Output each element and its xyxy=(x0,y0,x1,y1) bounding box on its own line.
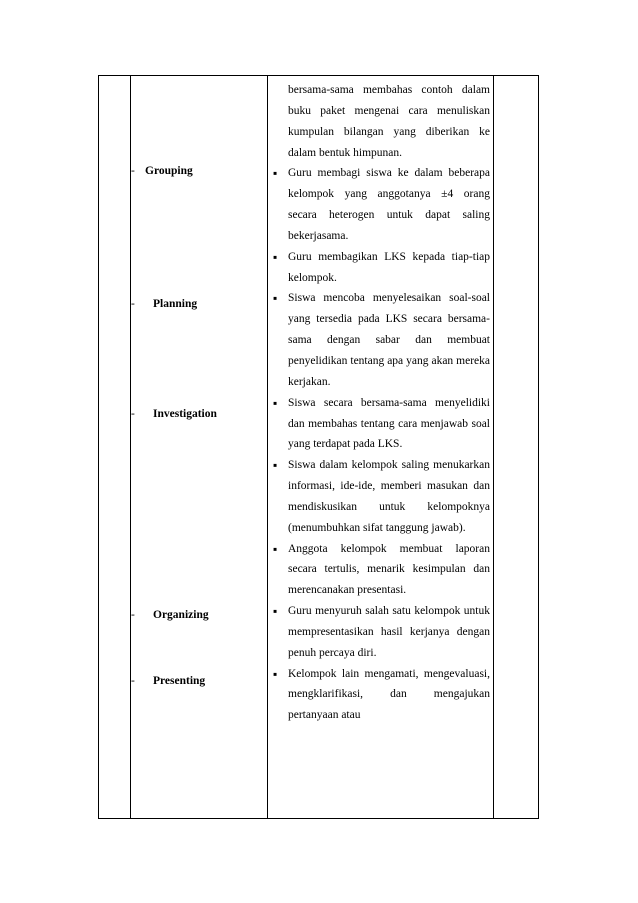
activity-item: ▪ Kelompok lain mengamati, mengevaluasi, mengklarifikasi, dan mengajukan pertanyaan atau xyxy=(288,664,490,727)
activity-item: ▪ Guru membagi siswa ke dalam beberapa kelompok yang anggotanya ±4 orang secara heterogen untuk dapat saling bekerjasama. xyxy=(288,163,490,246)
activity-item: ▪ Guru menyuruh salah satu kelompok untuk mempresentasikan hasil kerjanya dengan penuh percaya diri. xyxy=(288,601,490,664)
phase-label: Grouping xyxy=(145,165,193,177)
activity-item: ▪ Siswa secara bersama-sama menyelidiki dan membahas tentang cara menjawab soal yang terdapat pada LKS. xyxy=(288,393,490,456)
activity-item: ▪ Guru membagikan LKS kepada tiap-tiap kelompok. xyxy=(288,247,490,289)
column-divider-2 xyxy=(267,75,268,819)
phase-label: Presenting xyxy=(153,675,206,687)
phase-dash: - xyxy=(131,609,135,621)
activity-continuation: bersama-sama membahas contoh dalam buku paket mengenai cara menuliskan kumpulan bilangan yang diberikan ke dalam bentuk himpunan. xyxy=(288,84,490,159)
phase-dash: - xyxy=(131,165,135,177)
activity-item: ▪ Anggota kelompok membuat laporan secara tertulis, menarik kesimpulan dan merencanakan presentasi. xyxy=(288,539,490,602)
phase-label: Organizing xyxy=(153,609,209,621)
column-divider-3 xyxy=(493,75,494,819)
phase-dash: - xyxy=(131,298,135,310)
activity-item: ▪ Siswa mencoba menyelesaikan soal-soal yang tersedia pada LKS secara bersama-sama dengan sabar dan membuat penyelidikan tentang apa yang akan mereka kerjakan. xyxy=(288,288,490,392)
activity-column xyxy=(288,80,490,726)
phase-label: Planning xyxy=(153,298,198,310)
phase-dash: - xyxy=(131,408,135,420)
activity-item: ▪ Siswa dalam kelompok saling menukarkan informasi, ide-ide, memberi masukan dan mendiskusikan untuk kelompoknya (menumbuhkan sifat tanggung jawab). xyxy=(288,455,490,538)
phase-label: Investigation xyxy=(153,408,217,420)
phase-dash: - xyxy=(131,675,135,687)
column-divider-1 xyxy=(130,75,131,819)
